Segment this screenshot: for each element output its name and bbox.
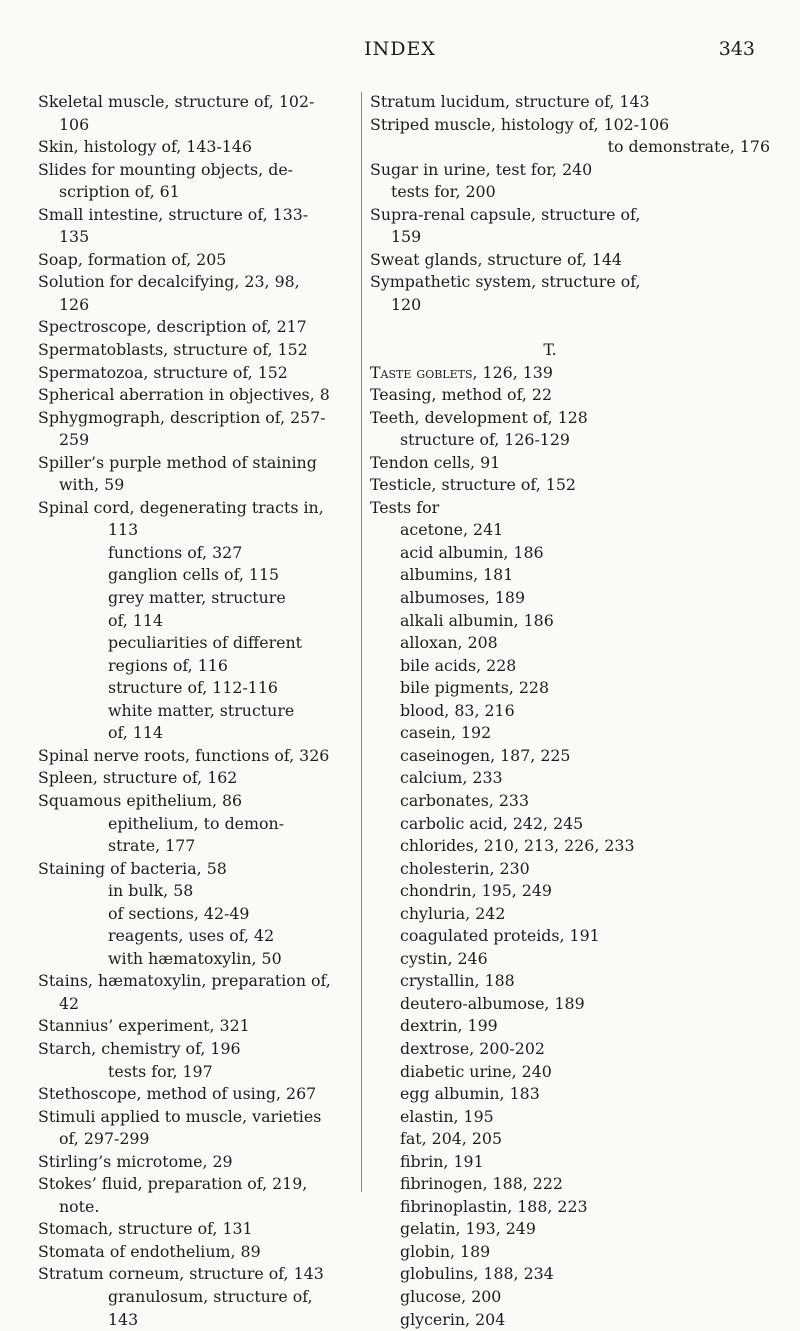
- index-entry: of, 114: [108, 610, 163, 630]
- index-entry: ganglion cells of, 115: [108, 565, 280, 585]
- index-entry: egg albumin, 183: [400, 1084, 540, 1104]
- index-entry: to demonstrate, 176: [607, 137, 770, 157]
- index-entry: Spermatozoa, structure of, 152: [38, 362, 288, 382]
- index-entry: Sympathetic system, structure of,: [370, 272, 641, 292]
- index-entry: Spinal cord, degenerating tracts in,: [38, 497, 324, 517]
- index-entry: Soap, formation of, 205: [38, 249, 227, 269]
- index-entry: albumins, 181: [400, 565, 514, 585]
- index-entry: 113: [108, 520, 139, 540]
- index-entry: Starch, chemistry of, 196: [38, 1038, 241, 1058]
- index-entry: with hæmatoxylin, 50: [108, 948, 282, 968]
- page-number: 343: [718, 38, 755, 60]
- index-entry: in bulk, 58: [108, 881, 194, 901]
- index-entry: Staining of bacteria, 58: [38, 858, 227, 878]
- index-column-left: [38, 91, 356, 1331]
- index-entry: of, 114: [108, 723, 163, 743]
- index-entry: Stethoscope, method of using, 267: [38, 1084, 317, 1104]
- index-entry: 120: [391, 294, 422, 314]
- index-entry: casein, 192: [400, 723, 492, 743]
- index-entry: Teeth, development of, 128: [370, 407, 588, 427]
- index-entry: 135: [59, 227, 90, 247]
- index-entry: crystallin, 188: [400, 971, 515, 991]
- index-entry: Stimuli applied to muscle, varieties: [38, 1106, 322, 1126]
- index-entry: with, 59: [59, 475, 125, 495]
- index-entry: Tests for: [370, 497, 440, 517]
- index-entry: 143: [108, 1309, 139, 1329]
- index-entry: scription of, 61: [59, 182, 180, 202]
- index-entry: glucose, 200: [400, 1286, 502, 1306]
- index-entry: deutero-albumose, 189: [400, 993, 585, 1013]
- page-header: [0, 38, 800, 68]
- index-entry: Spermatoblasts, structure of, 152: [38, 340, 308, 360]
- index-entry: acid albumin, 186: [400, 542, 544, 562]
- index-entry: Small intestine, structure of, 133-: [38, 204, 309, 224]
- index-entry: Stirling’s microtome, 29: [38, 1151, 233, 1171]
- index-entry: T.: [543, 340, 557, 360]
- index-entry: Stannius’ experiment, 321: [38, 1016, 250, 1036]
- index-entry: globulins, 188, 234: [400, 1264, 554, 1284]
- index-entry: tests for, 197: [108, 1061, 213, 1081]
- index-entry: strate, 177: [108, 836, 196, 856]
- index-entry: structure of, 112-116: [108, 678, 278, 698]
- index-entry: elastin, 195: [400, 1106, 494, 1126]
- index-entry: carbonates, 233: [400, 790, 530, 810]
- index-entry: Teasing, method of, 22: [370, 385, 552, 405]
- index-entry: peculiarities of different: [108, 633, 303, 653]
- index-entry: Stratum lucidum, structure of, 143: [370, 92, 650, 111]
- index-entry: Spherical aberration in objectives, 8: [38, 385, 330, 405]
- index-entry: Stains, hæmatoxylin, preparation of,: [38, 971, 331, 991]
- index-entry: Striped muscle, histology of, 102-106: [370, 114, 670, 134]
- index-entry: chlorides, 210, 213, 226, 233: [400, 836, 635, 856]
- index-entry: Squamous epithelium, 86: [38, 790, 243, 810]
- running-title: INDEX: [364, 38, 436, 60]
- index-entry: acetone, 241: [400, 520, 504, 540]
- index-entry: 42: [59, 993, 80, 1013]
- index-entry: 106: [59, 114, 90, 134]
- index-entry: albumoses, 189: [400, 588, 526, 608]
- index-entry: gelatin, 193, 249: [400, 1219, 536, 1239]
- index-entry: blood, 83, 216: [400, 700, 515, 720]
- index-entry: 126: [59, 294, 90, 314]
- index-entry: glycerin, 204: [400, 1309, 506, 1329]
- index-entry: Skeletal muscle, structure of, 102-: [38, 92, 315, 111]
- index-entry: carbolic acid, 242, 245: [400, 813, 584, 833]
- index-entry: granulosum, structure of,: [108, 1286, 313, 1306]
- index-entry: dextrin, 199: [400, 1016, 498, 1036]
- index-entry: diabetic urine, 240: [400, 1061, 552, 1081]
- index-entry: [370, 316, 770, 339]
- index-entry: tests for, 200: [391, 182, 496, 202]
- index-entry: Spinal nerve roots, functions of, 326: [38, 745, 330, 765]
- index-entry: 159: [391, 227, 422, 247]
- index-entry: chondrin, 195, 249: [400, 881, 552, 901]
- index-entry: fibrinogen, 188, 222: [400, 1174, 563, 1194]
- index-entry: regions of, 116: [108, 655, 228, 675]
- index-entry: Stomach, structure of, 131: [38, 1219, 253, 1239]
- index-entry: Sugar in urine, test for, 240: [370, 159, 593, 179]
- index-entry: alloxan, 208: [400, 633, 498, 653]
- index-entry: reagents, uses of, 42: [108, 926, 275, 946]
- index-entry: Spleen, structure of, 162: [38, 768, 238, 788]
- index-entry: globin, 189: [400, 1241, 491, 1261]
- index-entry: dextrose, 200-202: [400, 1038, 545, 1058]
- index-entry: Slides for mounting objects, de-: [38, 159, 294, 179]
- index-entry: coagulated proteids, 191: [400, 926, 600, 946]
- index-entry: Solution for decalcifying, 23, 98,: [38, 272, 300, 292]
- index-entry: Stokes’ fluid, preparation of, 219,: [38, 1174, 308, 1194]
- index-column-right: [370, 91, 770, 1331]
- index-entry: Testicle, structure of, 152: [370, 475, 576, 495]
- index-entry: Tendon cells, 91: [370, 452, 501, 472]
- index-entry: white matter, structure: [108, 700, 295, 720]
- index-entry: epithelium, to demon-: [108, 813, 285, 833]
- index-entry: calcium, 233: [400, 768, 503, 788]
- index-entry: Taste goblets, 126, 139: [370, 362, 553, 382]
- index-entry: fat, 204, 205: [400, 1129, 503, 1149]
- index-entry: Spiller’s purple method of staining: [38, 452, 317, 472]
- index-entry: Stomata of endothelium, 89: [38, 1241, 261, 1261]
- index-entry: bile pigments, 228: [400, 678, 550, 698]
- index-entry: chyluria, 242: [400, 903, 506, 923]
- index-entry: Supra-renal capsule, structure of,: [370, 204, 641, 224]
- index-entry: grey matter, structure: [108, 588, 286, 608]
- index-entry: cystin, 246: [400, 948, 488, 968]
- index-entry: Skin, histology of, 143-146: [38, 137, 252, 157]
- index-entry: cholesterin, 230: [400, 858, 530, 878]
- index-entry: of sections, 42-49: [108, 903, 250, 923]
- index-entry: structure of, 126-129: [400, 430, 570, 450]
- column-divider: [361, 92, 362, 1192]
- index-entry: Stratum corneum, structure of, 143: [38, 1264, 324, 1284]
- index-entry: caseinogen, 187, 225: [400, 745, 571, 765]
- index-entry: alkali albumin, 186: [400, 610, 554, 630]
- index-entry: bile acids, 228: [400, 655, 517, 675]
- index-entry: Spectroscope, description of, 217: [38, 317, 307, 337]
- index-entry: Sweat glands, structure of, 144: [370, 249, 622, 269]
- index-entry: Sphygmograph, description of, 257-: [38, 407, 326, 427]
- index-entry: 259: [59, 430, 90, 450]
- index-entry: fibrinoplastin, 188, 223: [400, 1196, 588, 1216]
- index-entry: of, 297-299: [59, 1129, 150, 1149]
- index-entry: fibrin, 191: [400, 1151, 484, 1171]
- index-entry: note.: [59, 1196, 100, 1216]
- index-entry: functions of, 327: [108, 542, 243, 562]
